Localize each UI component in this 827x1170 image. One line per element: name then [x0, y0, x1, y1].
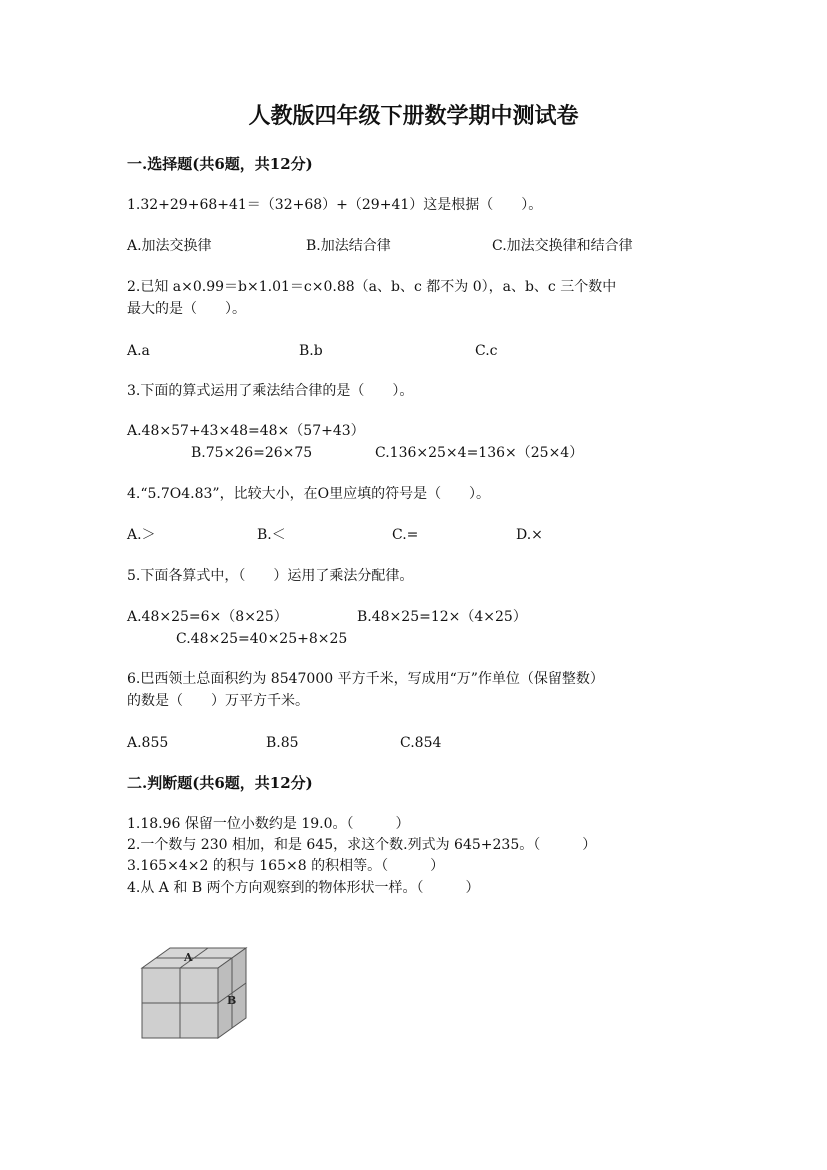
question-4-option-d: D.× — [516, 527, 543, 543]
question-6-option-c: C.854 — [400, 735, 442, 751]
question-3-stem: 3.下面的算式运用了乘法结合律的是（ ）。 — [127, 383, 414, 399]
question-3-option-c: C.136×25×4=136×（25×4） — [375, 445, 584, 461]
question-4-option-c: C.= — [392, 527, 419, 543]
question-6-stem-line2: 的数是（ ）万平方千米。 — [127, 693, 309, 709]
question-3-option-b: B.75×26=26×75 — [191, 445, 313, 461]
question-5-option-a: A.48×25=6×（8×25） — [127, 609, 288, 625]
question-4-option-a: A.＞ — [127, 527, 156, 543]
page-title: 人教版四年级下册数学期中测试卷 — [248, 103, 579, 129]
section-heading-choice: 一.选择题(共6题，共12分) — [127, 155, 313, 173]
question-6-stem-line1: 6.巴西领土总面积约为 8547000 平方千米，写成用“万”作单位（保留整数） — [127, 671, 604, 687]
section-heading-judgement: 二.判断题(共6题，共12分) — [127, 774, 313, 792]
cube-label-b: B — [227, 994, 237, 1007]
question-2-option-a: A.a — [127, 343, 150, 359]
question-6-option-a: A.855 — [127, 735, 169, 751]
cube-figure — [132, 938, 256, 1046]
judgement-item-2: 2.一个数与 230 相加，和是 645，求这个数.列式为 645+235。（ ） — [127, 837, 597, 853]
question-5-stem: 5.下面各算式中，（ ）运用了乘法分配律。 — [127, 568, 414, 584]
question-4-option-b: B.＜ — [257, 527, 286, 543]
question-5-option-c: C.48×25=40×25+8×25 — [176, 631, 348, 647]
judgement-item-3: 3.165×4×2 的积与 165×8 的积相等。（ ） — [127, 858, 445, 874]
cube-label-a: A — [184, 951, 193, 964]
question-3-option-a: A.48×57+43×48=48×（57+43） — [127, 423, 365, 439]
question-2-option-b: B.b — [299, 343, 323, 359]
question-2-option-c: C.c — [475, 343, 498, 359]
question-5-option-b: B.48×25=12×（4×25） — [357, 609, 527, 625]
question-2-stem-line2: 最大的是（ ）。 — [127, 301, 246, 317]
question-1-option-a: A.加法交换律 — [127, 238, 212, 254]
judgement-item-1: 1.18.96 保留一位小数约是 19.0。（ ） — [127, 816, 410, 832]
question-1-option-c: C.加法交换律和结合律 — [492, 238, 633, 254]
question-6-option-b: B.85 — [266, 735, 299, 751]
question-1-stem: 1.32+29+68+41＝（32+68）+（29+41）这是根据（ ）。 — [127, 197, 543, 213]
judgement-item-4: 4.从 A 和 B 两个方向观察到的物体形状一样。（ ） — [127, 880, 480, 896]
question-1-option-b: B.加法结合律 — [306, 238, 391, 254]
question-2-stem-line1: 2.已知 a×0.99＝b×1.01＝c×0.88（a、b、c 都不为 0），a、b、c 三个数中 — [127, 279, 617, 295]
question-4-stem: 4.“5.7O4.83”，比较大小，在O里应填的符号是（ ）。 — [127, 486, 491, 502]
